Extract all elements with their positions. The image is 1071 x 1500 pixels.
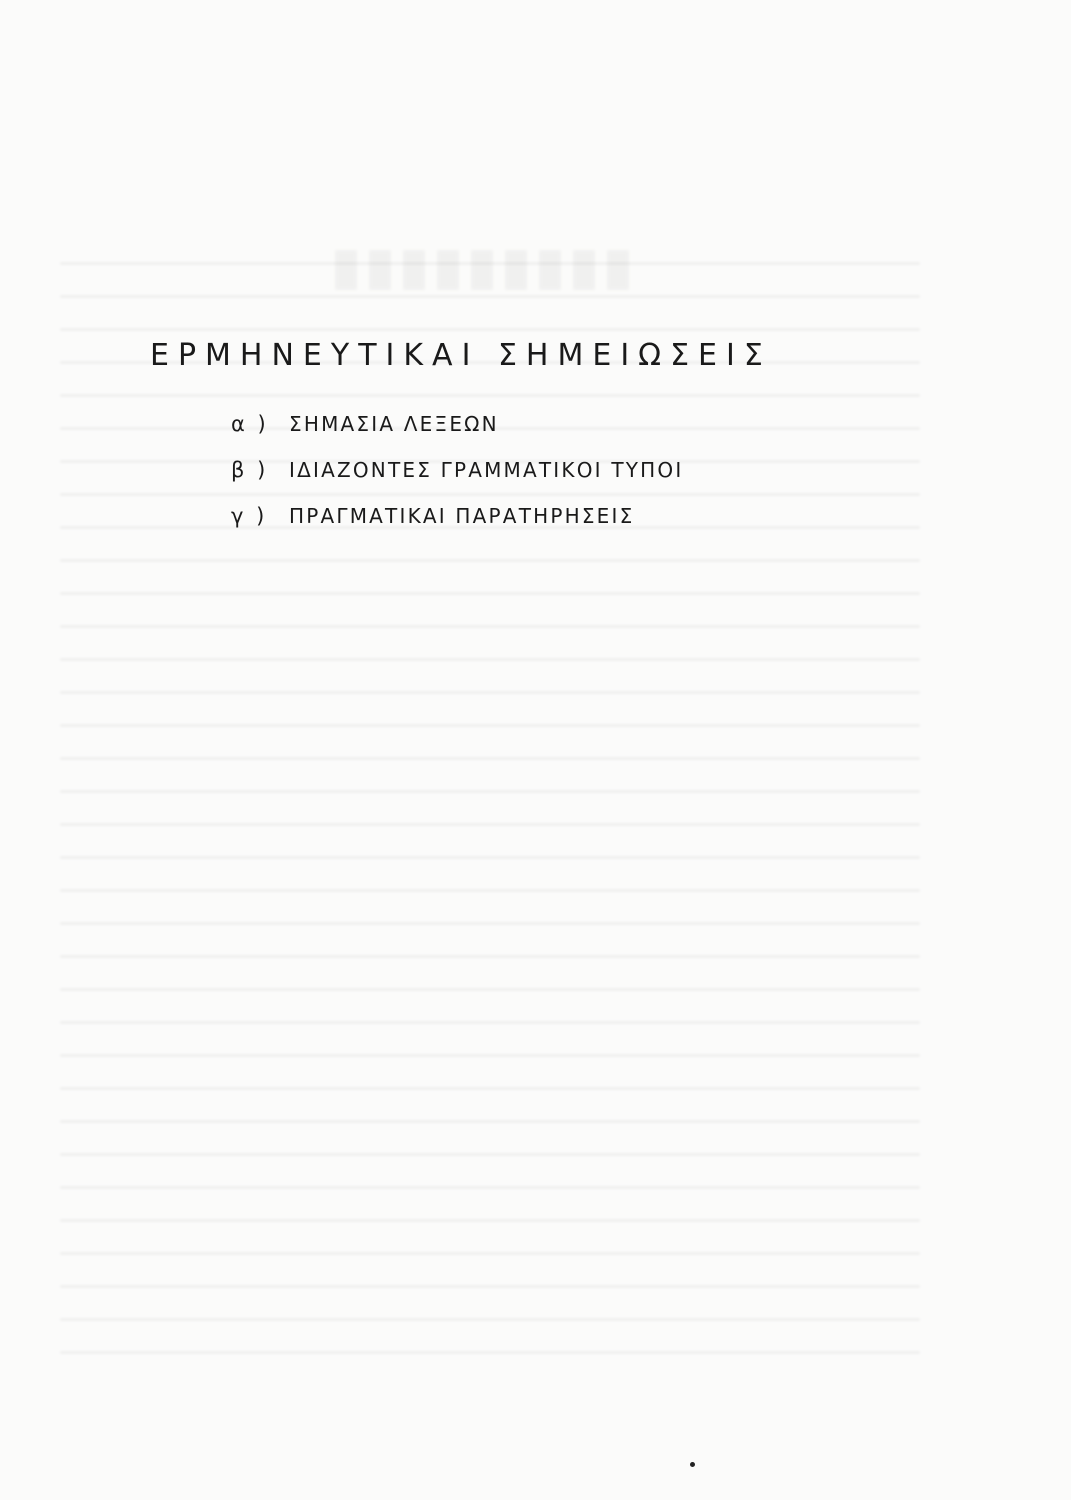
contents-list	[231, 404, 683, 542]
item-text: ΠΡΑΓΜΑΤΙΚΑΙ ΠΑΡΑΤΗΡΗΣΕΙΣ	[289, 504, 635, 528]
ink-speck	[690, 1462, 695, 1467]
list-item	[231, 450, 683, 496]
item-marker: α )	[231, 412, 269, 436]
bleed-through-title	[335, 250, 635, 290]
list-item	[231, 404, 683, 450]
page-heading: ΕΡΜΗΝΕΥΤΙΚΑΙ ΣΗΜΕΙΩΣΕΙΣ	[150, 338, 772, 373]
item-text: ΙΔΙΑΖΟΝΤΕΣ ΓΡΑΜΜΑΤΙΚΟΙ ΤΥΠΟΙ	[289, 458, 684, 482]
item-marker: β )	[231, 458, 269, 482]
item-marker: γ )	[231, 504, 268, 528]
list-item	[231, 496, 683, 542]
item-text: ΣΗΜΑΣΙΑ ΛΕΞΕΩΝ	[289, 412, 499, 436]
